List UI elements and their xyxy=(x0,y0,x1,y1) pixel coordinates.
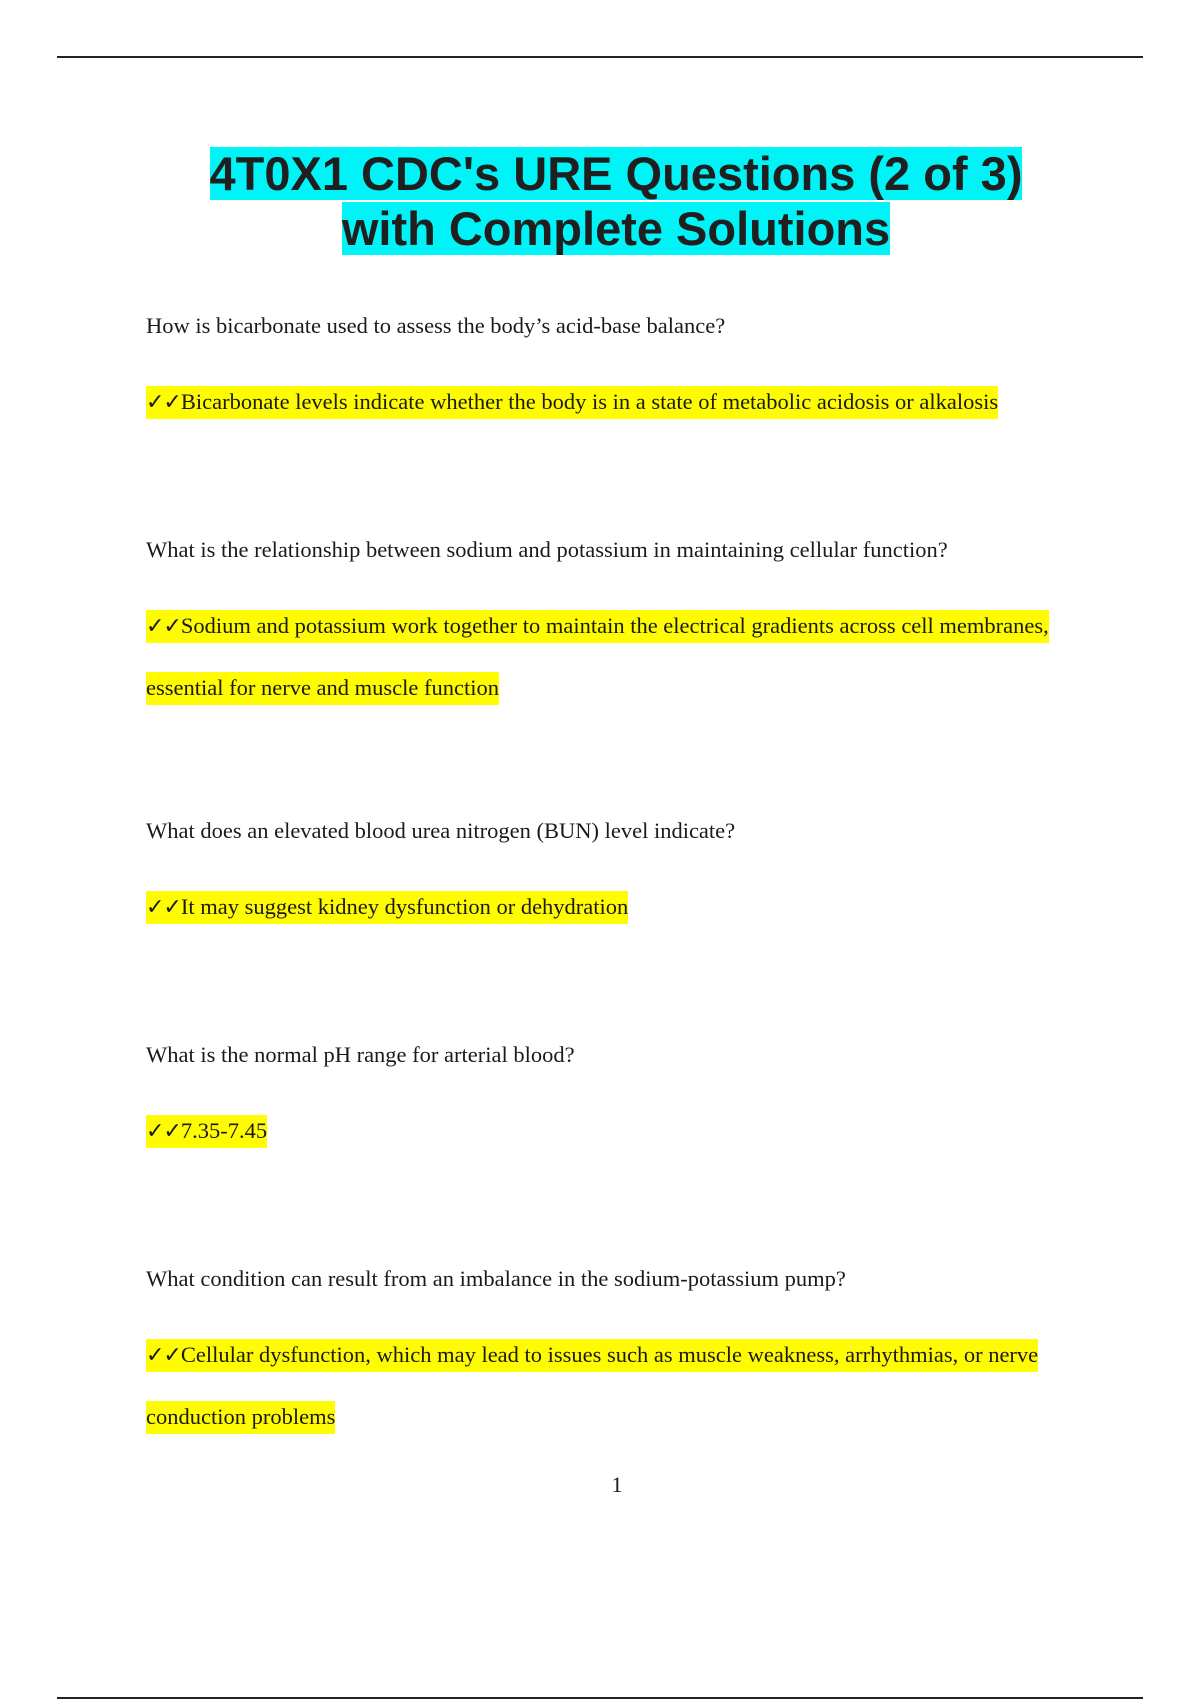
answer-5-text: Cellular dysfunction, which may lead to issues such as muscle weakness, arrhythmias, or nerve conduction problems xyxy=(146,1342,1039,1429)
question-1: How is bicarbonate used to assess the body’s acid-base balance? xyxy=(146,313,726,338)
title-line-2: with Complete Solutions xyxy=(341,202,891,255)
answer-3-highlight xyxy=(146,891,628,924)
check-icon: ✓✓ xyxy=(146,1343,181,1368)
answer-2-text: Sodium and potassium work together to maintain the electrical gradients across cell membranes, essential for nerve and muscle function xyxy=(146,613,1049,700)
title-line-1: 4T0X1 CDC's URE Questions (2 of 3) xyxy=(209,147,1023,200)
question-5: What condition can result from an imbalance in the sodium-potassium pump? xyxy=(146,1266,846,1291)
answer-1-text: Bicarbonate levels indicate whether the body is in a state of metabolic acidosis or alkalosis xyxy=(180,389,999,414)
check-icon: ✓✓ xyxy=(146,895,181,920)
answer-1-highlight xyxy=(146,386,998,419)
answer-1 xyxy=(146,371,1086,433)
answer-4-text: 7.35-7.45 xyxy=(180,1118,268,1143)
top-rule xyxy=(57,56,1143,58)
bottom-rule xyxy=(57,1697,1143,1699)
question-4: What is the normal pH range for arterial blood? xyxy=(146,1042,575,1067)
check-icon: ✓✓ xyxy=(146,1119,181,1144)
document-title xyxy=(100,146,1132,256)
answer-4 xyxy=(146,1100,1086,1162)
page-number: 1 xyxy=(611,1472,623,1497)
answer-3 xyxy=(146,876,1086,938)
check-icon: ✓✓ xyxy=(146,614,181,639)
answer-2 xyxy=(146,595,1086,718)
answer-5 xyxy=(146,1324,1086,1447)
question-3: What does an elevated blood urea nitrogen (BUN) level indicate? xyxy=(146,818,736,843)
check-icon: ✓✓ xyxy=(146,390,181,415)
answer-5-highlight xyxy=(146,1339,1038,1434)
question-2: What is the relationship between sodium and potassium in maintaining cellular function? xyxy=(146,537,948,562)
answer-4-highlight xyxy=(146,1115,267,1148)
answer-2-highlight xyxy=(146,610,1049,705)
answer-3-text: It may suggest kidney dysfunction or dehydration xyxy=(180,894,629,919)
